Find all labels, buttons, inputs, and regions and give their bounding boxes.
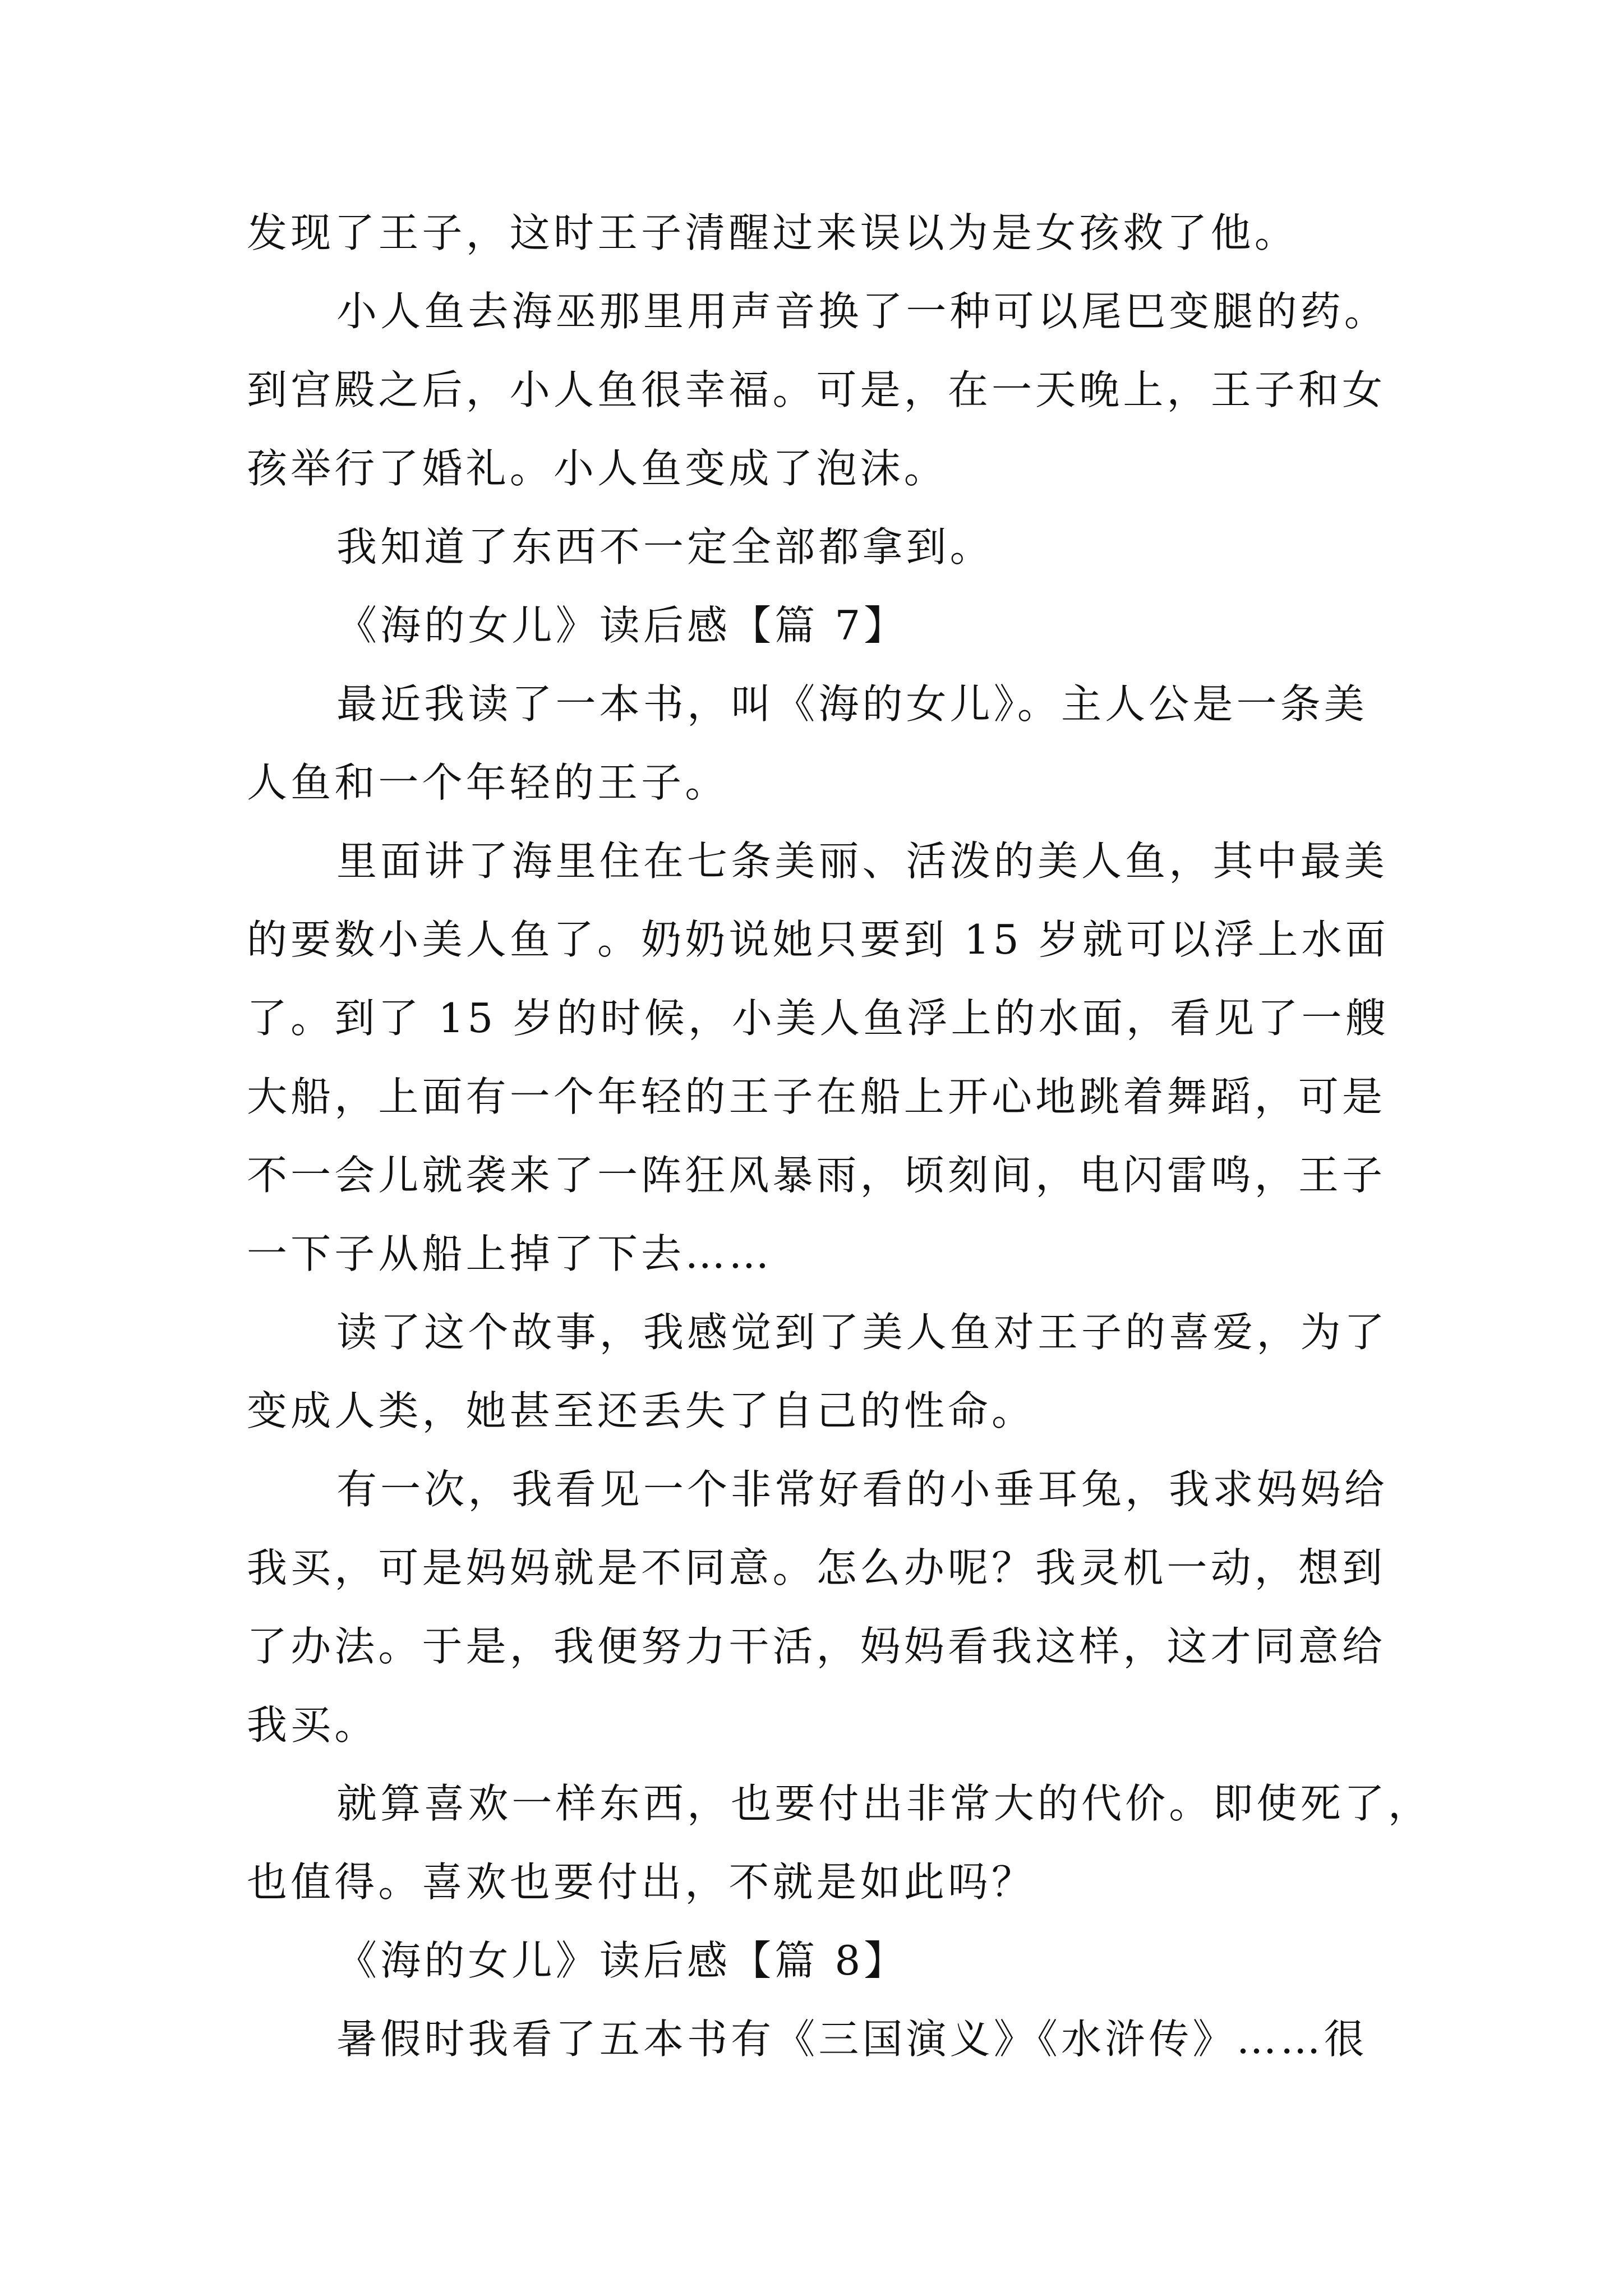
text-line-2: 小人鱼去海巫那里用声音换了一种可以尾巴变腿的药。 <box>336 288 1388 335</box>
section-heading-8: 《海的女儿》读后感【篇 8】 <box>336 1937 908 1984</box>
text-line-7: 最近我读了一本书，叫《海的女儿》。主人公是一条美 <box>336 680 1368 728</box>
text-line-10: 的要数小美人鱼了。奶奶说她只要到 15 岁就可以浮上水面 <box>247 916 1389 963</box>
text-line-16: 变成人类，她甚至还丢失了自己的性命。 <box>247 1387 1036 1434</box>
text-line-19: 了办法。于是，我便努力干活，妈妈看我这样，这才同意给 <box>247 1623 1386 1670</box>
text-line-13: 不一会儿就袭来了一阵狂风暴雨，顷刻间，电闪雷鸣，王子 <box>247 1152 1386 1199</box>
text-line-22: 也值得。喜欢也要付出，不就是如此吗？ <box>247 1858 1036 1906</box>
text-line-5: 我知道了东西不一定全部都拿到。 <box>336 523 994 570</box>
text-line-9: 里面讲了海里住在七条美丽、活泼的美人鱼，其中最美 <box>336 838 1388 885</box>
section-heading-7: 《海的女儿》读后感【篇 7】 <box>336 602 908 649</box>
text-line-21: 就算喜欢一样东西，也要付出非常大的代价。即使死了， <box>336 1780 1432 1827</box>
text-line-18: 我买，可是妈妈就是不同意。怎么办呢？我灵机一动，想到 <box>247 1544 1386 1591</box>
text-line-24: 暑假时我看了五本书有《三国演义》《水浒传》……很 <box>336 2016 1368 2063</box>
text-line-15: 读了这个故事，我感觉到了美人鱼对王子的喜爱，为了 <box>336 1309 1388 1356</box>
text-line-11: 了。到了 15 岁的时候，小美人鱼浮上的水面，看见了一艘 <box>247 995 1389 1042</box>
text-line-8: 人鱼和一个年轻的王子。 <box>247 759 729 806</box>
text-line-17: 有一次，我看见一个非常好看的小垂耳兔，我求妈妈给 <box>336 1466 1388 1513</box>
text-line-14: 一下子从船上掉了下去…… <box>247 1230 773 1277</box>
text-line-4: 孩举行了婚礼。小人鱼变成了泡沫。 <box>247 445 948 492</box>
text-line-1: 发现了王子，这时王子清醒过来误以为是女孩救了他。 <box>247 209 1298 256</box>
text-line-20: 我买。 <box>247 1701 379 1749</box>
text-line-12: 大船，上面有一个年轻的王子在船上开心地跳着舞蹈，可是 <box>247 1073 1386 1120</box>
text-line-3: 到宫殿之后，小人鱼很幸福。可是，在一天晚上，王子和女 <box>247 366 1386 413</box>
